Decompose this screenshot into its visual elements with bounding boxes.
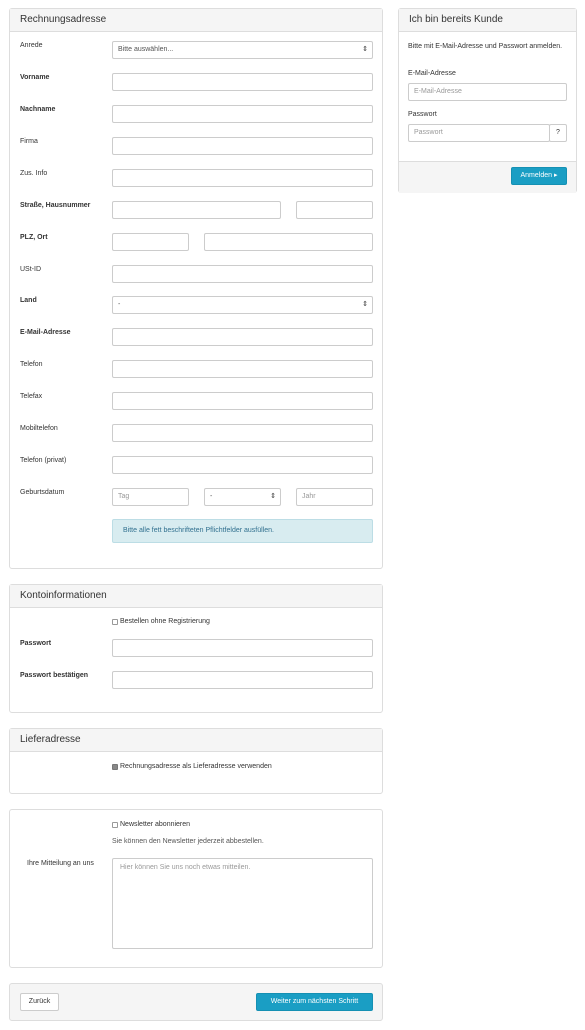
- birthdate-label: Geburtsdatum: [20, 489, 65, 496]
- street-input[interactable]: [112, 201, 281, 219]
- country-label: Land: [20, 297, 37, 304]
- message-textarea[interactable]: [112, 858, 373, 949]
- login-password-placeholder: Passwort: [414, 129, 443, 136]
- login-email-placeholder: E-Mail-Adresse: [414, 88, 462, 95]
- billing-panel: [9, 8, 383, 569]
- birth-year-input[interactable]: [296, 488, 373, 506]
- login-intro: Bitte mit E-Mail-Adresse und Passwort anmelden.: [408, 43, 563, 50]
- birth-day-placeholder: Tag: [118, 493, 130, 500]
- select-arrows-icon: ⇕: [270, 493, 276, 500]
- lastname-label: Nachname: [20, 106, 56, 113]
- salutation-label: Anrede: [20, 42, 43, 49]
- newsletter-checkbox[interactable]: [112, 822, 118, 828]
- select-arrows-icon: ⇕: [362, 301, 368, 308]
- shipping-panel: [9, 728, 383, 794]
- login-panel-title: Ich bin bereits Kunde: [399, 9, 576, 32]
- login-submit-button[interactable]: [511, 167, 567, 185]
- login-email-input[interactable]: [408, 83, 567, 101]
- use-billing-checkbox[interactable]: [112, 764, 118, 770]
- fax-label: Telefax: [20, 393, 43, 400]
- login-submit-label: Anmelden: [520, 172, 553, 179]
- firstname-input[interactable]: [112, 73, 373, 91]
- password-input[interactable]: [112, 639, 373, 657]
- country-select[interactable]: [112, 296, 373, 314]
- mobile-input[interactable]: [112, 424, 373, 442]
- password-help-button[interactable]: [549, 124, 567, 142]
- fax-input[interactable]: [112, 392, 373, 410]
- birth-year-placeholder: Jahr: [302, 493, 316, 500]
- login-password-label: Passwort: [408, 111, 437, 118]
- birth-month-select[interactable]: [204, 488, 281, 506]
- zip-input[interactable]: [112, 233, 189, 251]
- phone-private-input[interactable]: [112, 456, 373, 474]
- house-number-input[interactable]: [296, 201, 373, 219]
- company-label: Firma: [20, 138, 38, 145]
- message-placeholder: Hier können Sie uns noch etwas mitteilen.: [120, 864, 251, 871]
- message-label: Ihre Mitteilung an uns: [27, 860, 94, 867]
- lastname-input[interactable]: [112, 105, 373, 123]
- company-input[interactable]: [112, 137, 373, 155]
- extra-info-label: Zus. Info: [20, 170, 48, 177]
- firstname-label: Vorname: [20, 74, 50, 81]
- street-label: Straße, Hausnummer: [20, 202, 91, 209]
- guest-checkbox[interactable]: [112, 619, 118, 625]
- zip-city-label: PLZ, Ort: [20, 234, 48, 241]
- vat-input[interactable]: [112, 265, 373, 283]
- phone-private-label: Telefon (privat): [20, 457, 67, 464]
- password-label: Passwort: [20, 640, 52, 647]
- guest-checkbox-label: Bestellen ohne Registrierung: [120, 618, 210, 625]
- login-password-input[interactable]: [408, 124, 550, 142]
- password-confirm-label: Passwort bestätigen: [20, 672, 89, 679]
- required-fields-notice: Bitte alle fett beschrifteten Pflichtfelder ausfüllen.: [112, 519, 373, 543]
- email-label: E-Mail-Adresse: [20, 329, 71, 336]
- caret-right-icon: ▸: [553, 172, 558, 179]
- shipping-panel-title: Lieferadresse: [10, 729, 382, 752]
- account-panel-title: Kontoinformationen: [10, 585, 382, 608]
- phone-label: Telefon: [20, 361, 43, 368]
- country-selected: -: [118, 301, 121, 308]
- city-input[interactable]: [204, 233, 373, 251]
- newsletter-label: Newsletter abonnieren: [120, 821, 191, 828]
- back-button[interactable]: Zurück: [20, 993, 59, 1011]
- birth-month-selected: -: [210, 493, 213, 500]
- password-confirm-input[interactable]: [112, 671, 373, 689]
- login-email-label: E-Mail-Adresse: [408, 70, 456, 77]
- next-step-button[interactable]: Weiter zum nächsten Schritt: [256, 993, 373, 1011]
- question-icon: ?: [556, 129, 560, 136]
- birth-day-input[interactable]: [112, 488, 189, 506]
- extra-info-input[interactable]: [112, 169, 373, 187]
- newsletter-help: Sie können den Newsletter jederzeit abbestellen.: [112, 838, 264, 845]
- email-input[interactable]: [112, 328, 373, 346]
- vat-label: USt-ID: [20, 266, 41, 273]
- salutation-select[interactable]: [112, 41, 373, 59]
- use-billing-label: Rechnungsadresse als Lieferadresse verwenden: [120, 763, 272, 770]
- select-arrows-icon: ⇕: [362, 46, 368, 53]
- phone-input[interactable]: [112, 360, 373, 378]
- salutation-selected: Bitte auswählen...: [118, 46, 174, 53]
- mobile-label: Mobiltelefon: [20, 425, 58, 432]
- billing-panel-title: Rechnungsadresse: [10, 9, 382, 32]
